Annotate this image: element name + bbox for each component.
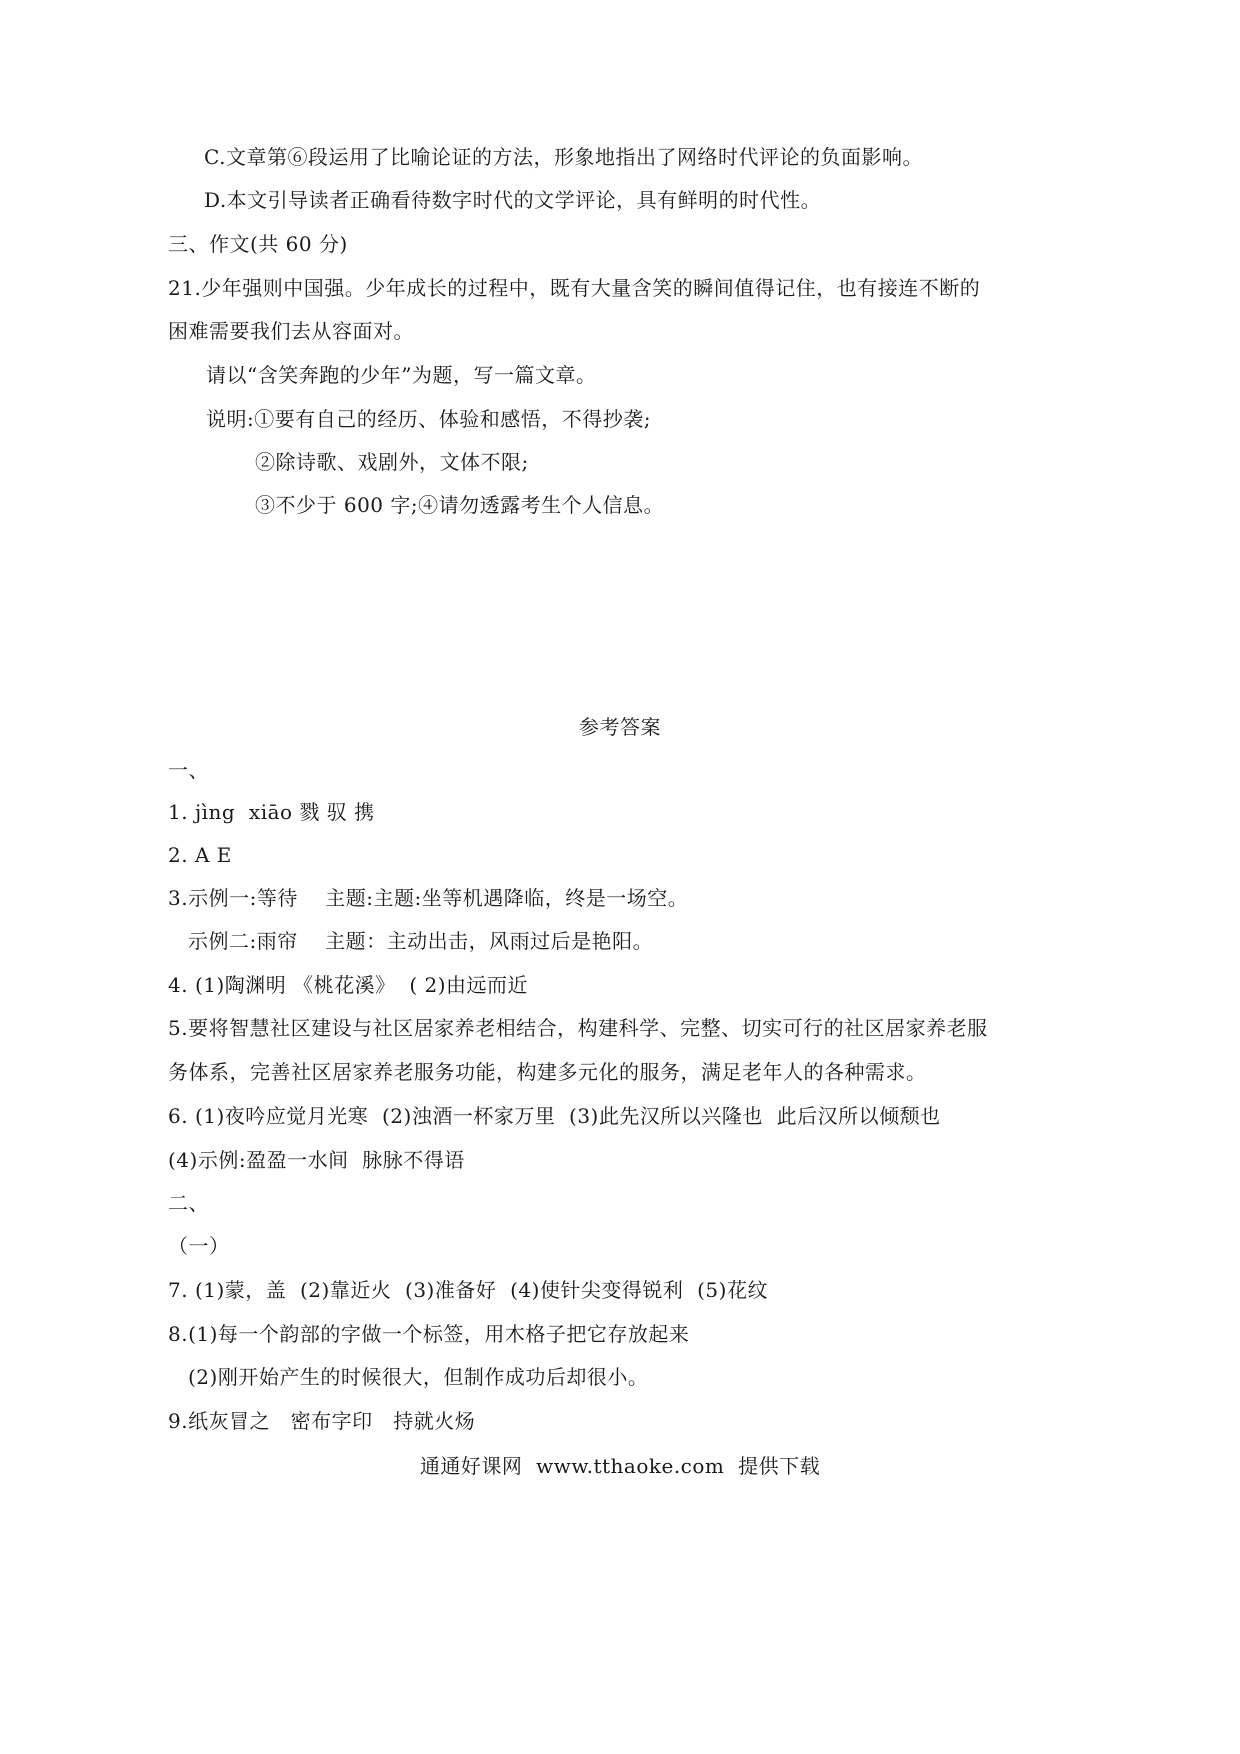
essay-prompt: 请以“含笑奔跑的少年”为题，写一篇文章。 (206, 363, 597, 387)
answer-4: 4. (1)陶渊明 《桃花溪》 ( 2)由远而近 (168, 973, 529, 997)
answer-2: 2. A E (168, 843, 232, 867)
answers-sub-one: （一） (168, 1234, 230, 1258)
essay-note-3: ③不少于 600 字;④请勿透露考生个人信息。 (255, 493, 665, 517)
essay-note-2: ②除诗歌、戏剧外，文体不限; (255, 450, 529, 474)
page-footer: 通通好课网 www.tthaoke.com 提供下载 (419, 1454, 821, 1478)
answer-8-part-2: (2)刚开始产生的时候很大，但制作成功后却很小。 (188, 1365, 649, 1389)
answer-1: 1. jìng xiāo 戮 驭 携 (168, 800, 375, 824)
option-d: D.本文引导读者正确看待数字时代的文学评论，具有鲜明的时代性。 (204, 188, 822, 212)
essay-note-1: 说明:①要有自己的经历、体验和感悟，不得抄袭; (206, 407, 651, 431)
answer-3-example-2: 示例二:雨帘 主题：主动出击，风雨过后是艳阳。 (188, 929, 654, 953)
answer-9: 9.纸灰冒之 密布字印 持就火炀 (168, 1409, 476, 1433)
question-21-line-2: 困难需要我们去从容面对。 (168, 319, 414, 343)
answer-3: 3.示例一:等待 主题:主题:坐等机遇降临，终是一场空。 (168, 886, 689, 910)
answer-8-part-1: 8.(1)每一个韵部的字做一个标签，用木格子把它存放起来 (168, 1322, 690, 1346)
answer-5-line-2: 务体系，完善社区居家养老服务功能，构建多元化的服务，满足老年人的各种需求。 (168, 1060, 927, 1084)
answer-6-line-2: (4)示例:盈盈一水间 脉脉不得语 (168, 1148, 465, 1172)
answers-part-one: 一、 (168, 758, 209, 782)
section-three-title: 三、作文(共 60 分) (168, 232, 348, 256)
answers-title: 参考答案 (579, 715, 661, 739)
answers-part-two: 二、 (168, 1191, 209, 1215)
answer-5-line-1: 5.要将智慧社区建设与社区居家养老相结合，构建科学、完整、切实可行的社区居家养老服 (168, 1016, 988, 1040)
option-c: C.文章第⑥段运用了比喻论证的方法，形象地指出了网络时代评论的负面影响。 (204, 145, 923, 169)
answer-7: 7. (1)蒙，盖 (2)靠近火 (3)准备好 (4)使针尖变得锐利 (5)花纹 (168, 1278, 768, 1302)
answer-6-line-1: 6. (1)夜吟应觉月光寒 (2)浊酒一杯家万里 (3)此先汉所以兴隆也 此后汉所以倾颓也 (168, 1104, 941, 1128)
question-21-line-1: 21.少年强则中国强。少年成长的过程中，既有大量含笑的瞬间值得记住，也有接连不断的 (168, 276, 981, 300)
